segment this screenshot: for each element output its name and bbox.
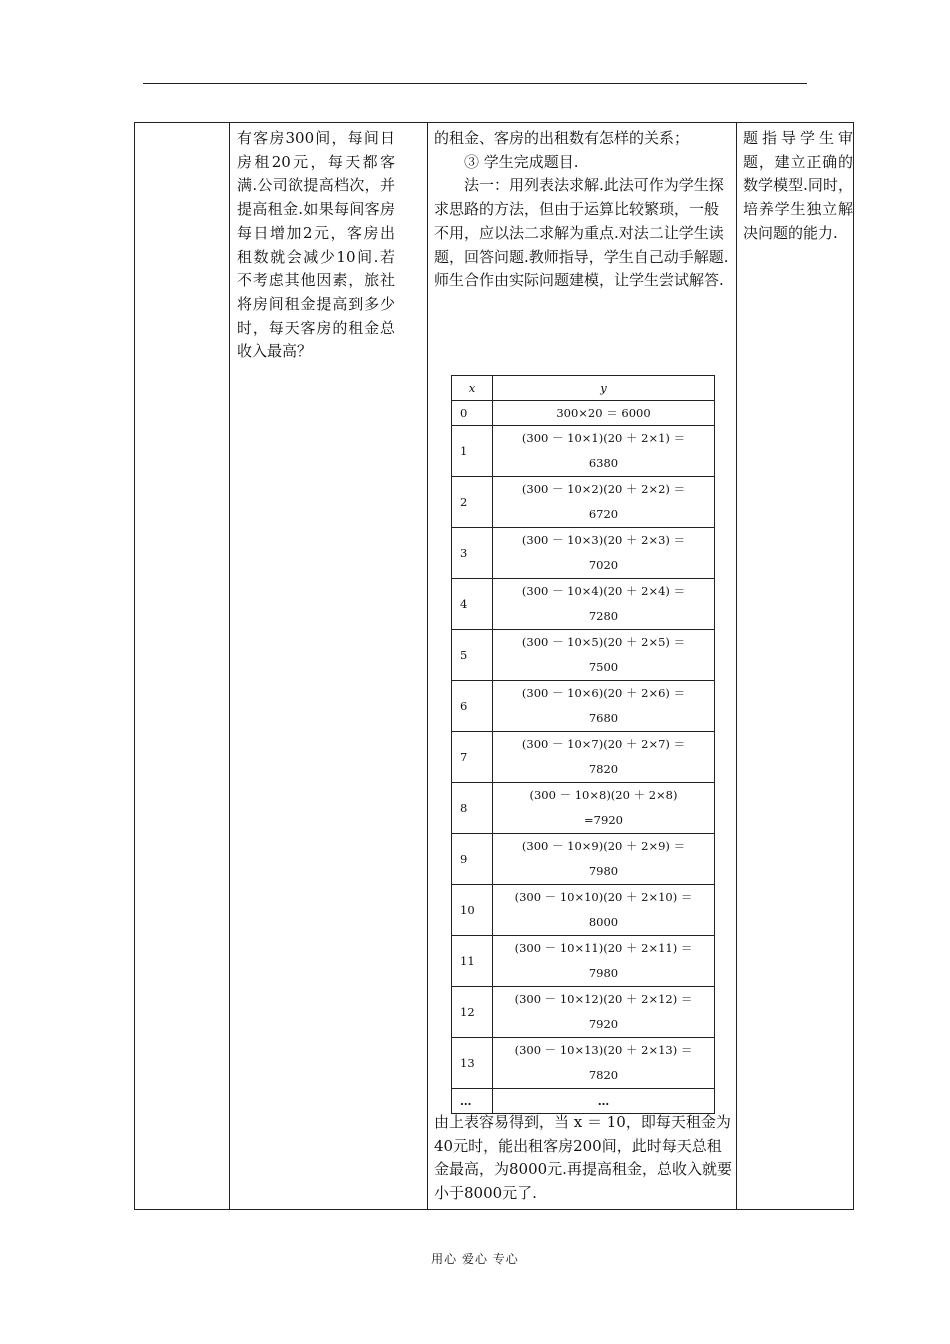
- method-one-paragraph: 法一：用列表法求解.此法可作为学生探求思路的方法，但由于运算比较繁琐，一般不用，应以法二求解为重点.对法二让学生读题，回答问题.教师指导，学生自己动手解题.: [434, 176, 729, 266]
- cell-x: 13: [452, 1038, 493, 1089]
- table-row: [452, 426, 715, 477]
- cell-x: 2: [452, 477, 493, 528]
- table-row: [452, 681, 715, 732]
- table-row: [452, 987, 715, 1038]
- header-x: x: [452, 376, 493, 401]
- table-row: [452, 579, 715, 630]
- cell-x: 6: [452, 681, 493, 732]
- table-row: [452, 834, 715, 885]
- table-row: [452, 783, 715, 834]
- cell-y-expression: (300 － 10×9)(20 ＋ 2×9) ＝: [521, 839, 686, 853]
- cell-y-result: 7820: [588, 762, 619, 776]
- column-divider-3: [736, 123, 737, 1209]
- cell-x: 5: [452, 630, 493, 681]
- header-rule: [143, 83, 807, 84]
- cell-y-expression: (300 － 10×13)(20 ＋ 2×13) ＝: [514, 1043, 693, 1057]
- cell-y: [493, 579, 715, 630]
- conclusion-paragraph: 由上表容易得到，当 x ＝ 10，即每天租金为40元时，能出租客房200间，此时每天总租金最高，为8000元.再提高租金，总收入就要小于8000元了.: [434, 1113, 732, 1203]
- cell-y: [493, 528, 715, 579]
- cell-y-expression: (300 － 10×2)(20 ＋ 2×2) ＝: [521, 482, 686, 496]
- cell-x: 1: [452, 426, 493, 477]
- value-table: [451, 375, 715, 1114]
- problem-text: 有客房300间，每间日房租20元，每天都客满.公司欲提高档次，并提高租金.如果每间客房每日增加2元，客房出租数就会减少10间.若不考虑其他因素，旅社将房间租金提高到多少时，每天客房的租金总收入最高？: [237, 129, 395, 361]
- cell-y-expression: (300 － 10×4)(20 ＋ 2×4) ＝: [521, 584, 686, 598]
- table-header-row: [452, 376, 715, 401]
- cell-y: [493, 426, 715, 477]
- cell-x: 11: [452, 936, 493, 987]
- cell-y-expression: (300 － 10×11)(20 ＋ 2×11) ＝: [514, 941, 693, 955]
- cell-y: [493, 732, 715, 783]
- table-row: [452, 1038, 715, 1089]
- cell-x: 7: [452, 732, 493, 783]
- table-row: [452, 528, 715, 579]
- table-row-ellipsis: [452, 1089, 715, 1114]
- cell-y-result: 6380: [588, 456, 619, 470]
- cell-y-expression: (300 － 10×10)(20 ＋ 2×10) ＝: [514, 890, 693, 904]
- cell-y-result: 6720: [588, 507, 619, 521]
- cell-y: [493, 783, 715, 834]
- cell-y-result: 8000: [588, 915, 619, 929]
- lesson-table: [134, 122, 854, 1210]
- table-row: [452, 401, 715, 426]
- cell-y: [493, 477, 715, 528]
- cell-y-result: =7920: [584, 813, 623, 827]
- cell-y: [493, 681, 715, 732]
- modeling-paragraph: 师生合作由实际问题建模，让学生尝试解答.: [434, 271, 724, 290]
- cell-y-expression: (300 － 10×6)(20 ＋ 2×6) ＝: [521, 686, 686, 700]
- column-divider-2: [427, 123, 428, 1209]
- table-row: [452, 732, 715, 783]
- cell-x: 3: [452, 528, 493, 579]
- cell-x: 12: [452, 987, 493, 1038]
- cell-y-result: 7680: [588, 711, 619, 725]
- cell-y: [493, 834, 715, 885]
- cell-y-result: 7820: [588, 1068, 619, 1082]
- cell-y-result: 7500: [588, 660, 619, 674]
- cell-y-expression: 300×20 ＝ 6000: [556, 406, 651, 420]
- cell-y-ellipsis: …: [493, 1089, 715, 1114]
- cell-x-ellipsis: …: [452, 1089, 493, 1114]
- cell-y-expression: (300 － 10×7)(20 ＋ 2×7) ＝: [521, 737, 686, 751]
- cell-y: [493, 401, 715, 426]
- cell-x: 10: [452, 885, 493, 936]
- step-3-line: ③ 学生完成题目.: [464, 152, 579, 171]
- cell-y-expression: (300 － 10×5)(20 ＋ 2×5) ＝: [521, 635, 686, 649]
- header-y: y: [493, 376, 715, 401]
- page-footer: 用心 爱心 专心: [431, 1252, 519, 1266]
- cell-y-expression: (300 － 10×12)(20 ＋ 2×12) ＝: [514, 992, 693, 1006]
- cell-y: [493, 987, 715, 1038]
- cell-y-expression: (300 － 10×1)(20 ＋ 2×1) ＝: [521, 431, 686, 445]
- column-divider-1: [229, 123, 230, 1209]
- cell-y-result: 7020: [588, 558, 619, 572]
- cell-y-result: 7980: [588, 864, 619, 878]
- table-row: [452, 936, 715, 987]
- relation-line: 的租金、客房的出租数有怎样的关系；: [434, 129, 690, 147]
- teaching-process: [434, 127, 732, 293]
- design-intent: 题指导学生审题，建立正确的数学模型.同时，培养学生独立解决问题的能力.: [743, 129, 853, 242]
- cell-y-expression: (300 － 10×3)(20 ＋ 2×3) ＝: [521, 533, 686, 547]
- cell-y: [493, 936, 715, 987]
- table-row: [452, 630, 715, 681]
- cell-x: 9: [452, 834, 493, 885]
- cell-y-result: 7980: [588, 966, 619, 980]
- table-row: [452, 885, 715, 936]
- cell-y-expression: (300 － 10×8)(20 ＋ 2×8): [529, 788, 678, 802]
- cell-y: [493, 885, 715, 936]
- cell-x: 0: [452, 401, 493, 426]
- cell-x: 8: [452, 783, 493, 834]
- table-row: [452, 477, 715, 528]
- cell-y: [493, 630, 715, 681]
- cell-x: 4: [452, 579, 493, 630]
- cell-y-result: 7280: [588, 609, 619, 623]
- cell-y-result: 7920: [588, 1017, 619, 1031]
- cell-y: [493, 1038, 715, 1089]
